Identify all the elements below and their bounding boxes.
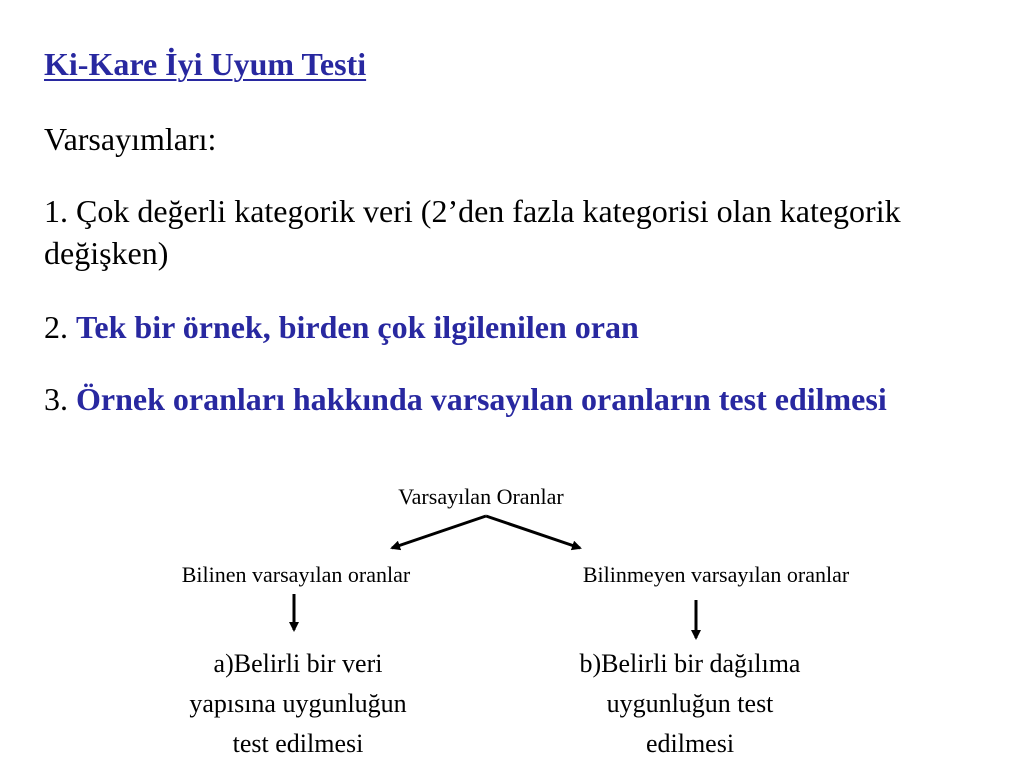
left-outcome-line-3: test edilmesi xyxy=(232,729,364,758)
diagram-right-branch-label: Bilinmeyen varsayılan oranlar xyxy=(582,562,850,587)
assumptions-heading: Varsayımları: xyxy=(44,121,217,157)
branch-arrow-left xyxy=(392,516,486,548)
assumption-item-1-text: Çok değerli kategorik veri (2’den fazla kategorisi olan kategorik değişken) xyxy=(44,193,901,271)
assumption-item-1-number: 1. xyxy=(44,193,68,229)
assumption-item-3-number: 3. xyxy=(44,381,68,417)
diagram-right-outcome xyxy=(530,644,850,764)
assumption-item-3-text: Örnek oranları hakkında varsayılan oranların test edilmesi xyxy=(76,381,887,417)
left-outcome-line-2: yapısına uygunluğun xyxy=(189,689,407,718)
diagram-left-branch-label: Bilinen varsayılan oranlar xyxy=(181,562,411,587)
diagram-root-label: Varsayılan Oranlar xyxy=(398,484,564,509)
branch-arrow-right xyxy=(486,516,580,548)
assumption-item-2-text: Tek bir örnek, birden çok ilgilenilen oran xyxy=(76,309,639,345)
assumption-item-2-number: 2. xyxy=(44,309,68,345)
diagram-left-outcome xyxy=(138,644,458,764)
left-outcome-line-1: a)Belirli bir veri xyxy=(213,649,383,678)
right-outcome-line-2: uygunluğun test xyxy=(606,689,774,718)
right-outcome-line-3: edilmesi xyxy=(645,729,735,758)
right-outcome-line-1: b)Belirli bir dağılıma xyxy=(579,649,801,678)
slide-title: Ki-Kare İyi Uyum Testi xyxy=(44,46,367,82)
